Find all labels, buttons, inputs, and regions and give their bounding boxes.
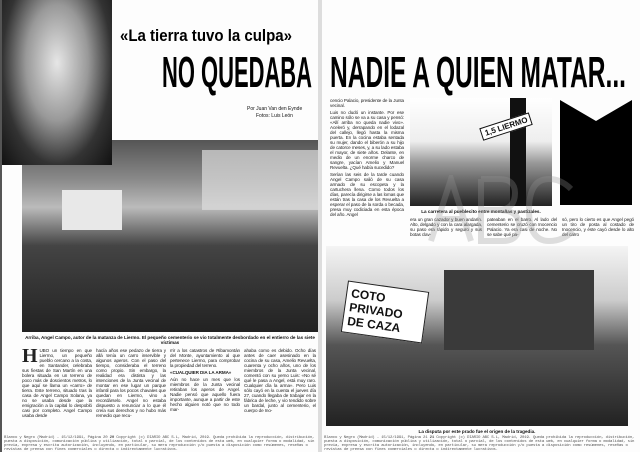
abc-watermark — [427, 175, 577, 245]
article-col-4: ahaba como es debido. Ocho días antes de caer asesinado en la cocina de su casa, Amelio Revuelta, cuarenta y ocho años, uno de los miembros de la Junta vecinal, comentó con su yerno Luis: «No sé qué le pasa a Angel, está muy raro. Cualquier día la arma». Pero Luis sólo cayó en la cuenta el jueves día 27, cuando llegaba de trabajar en la fábrica de leche, y vio tendido sobre un bardal, junto al cementerio, el cuerpo de Ino- — [244, 348, 316, 413]
right-col-1: cencio Palacio, presidente de la Junta vecinal. Luis no dudó un instante. Por ese camino sólo se va a su casa y pensó: «Allí arriba no queda nadie vivo». Aceleró y, derrapando en el lodazal del callejo, llegó hasta la misma puerta. En la cocina estaba sentada su mujer, dando el biberón a su hijo de catorce meses, y, a su lado estaba el mayor, de siete años. Delante, en medio de un enorme charco de sangre, yacían Amelio y Manuel Revuelta. ¿Qué había sucedido? Serían las seis de la tarde cuando Angel Campo salió de su casa armado de su escopeta y la cartuchera llena. Como todos los días, parecía dirigirse a las lomas que están tras la casa de los Revuelta a esperar el paso de la sorda o becada, presa muy codiciada en esta época del año. Angel — [330, 98, 404, 217]
kicker: «La tierra tuvo la culpa» — [120, 26, 292, 45]
kicker-svg — [120, 24, 295, 46]
caption-big: La disputa por este prado fue el origen de la tragedia. — [418, 429, 536, 434]
footer-left: Blanco y Negro (Madrid) - 15/12/1991, Página 20 20 Copyright (c) DIARIO ABC S.L, Madrid, 2019. Queda prohibida la reproducción, distribución, puesta a disposición, comunicación pública y utilización, total o parcial, de los contenidos de esta web, en cualquier forma o modalidad, sin previa, expresa y escrita autorización, incluyendo, en particular, su mera reproducción y/o puesta a disposición como resúmenes, reseñas o revistas de prensa con fines comerciales o directa o indirectamente lucrativos. — [4, 436, 315, 452]
caption-left: Arriba, Angel Campo, autor de la matanza de Liermo. El pequeño cementerio se vio totalmente desbordado en el entierro de las siete víctimas — [25, 335, 315, 345]
article-col-3: rrir a los catastros de Ribamontán del Monte, ayuntamiento al que pertenece Liermo, para comprobar la propiedad del terreno. «CUALQUIER DIA LA ARMA» Aún no hace un mes que los miembros de la Junta vecinal retiraban los aperos de Angel. Nadie pensó que aquello fuera importante, aunque a partir de este hecho alguien notó que no todo mar- — [170, 348, 240, 412]
headline-right: NADIE A QUIEN MATAR... — [330, 48, 626, 97]
coto-privado-sign: COTO PRIVADO DE CAZA — [341, 281, 429, 344]
sign-liermo: 1,5 LIERMO — [479, 112, 533, 141]
article-col-1: HUBO un tiempo en que Liermo, un pequeño pueblo cercano a la costa, en Santander, celebraba sus fiestas de San Martín en una bolera situada en un terreno de poco más de doscientos metros, lo que aquí se llama un «carro» de tierra. Este terreno, situado tras la casa de Angel Campo Solana, ya no se usaba desde que la emigración a la capital lo despobló casi por completo. Angel Campo usaba desde — [22, 345, 92, 418]
meadow-photo — [326, 246, 628, 426]
headline-left: NO QUEDABA — [162, 48, 312, 97]
right-page — [322, 0, 640, 452]
house — [444, 270, 594, 350]
drop-cap: H — [22, 345, 38, 367]
subhead: «CUALQUIER DIA LA ARMA» — [170, 370, 232, 375]
headline-right-svg — [330, 48, 630, 97]
portrait-photo — [2, 0, 112, 165]
article-col-2: hacía años ese pedazo de tierra y allá tenía un carro inservible y algunos aperos. Con el paso del tiempo, consideraba el terreno como propio. Sin embargo, la realidad era distinta y las intenciones de la Junta vecinal de montar en ese lugar un parque infantil para los pocos chavales que quedan en Liermo, vino a recordárselo. Angel no estaba dispuesto a renunciar a lo que él creía sus derechos y no hubo más remedio que recu- — [96, 348, 166, 418]
photo-credit: Fotos: Luis León — [256, 113, 293, 119]
headline-left-svg — [162, 48, 314, 97]
right-col-3: pateaban en el barro. Al lado del cementerio se cruzó con Inocencio Palacio. Ya era casi de noche. No se sabe qué pa- — [487, 217, 557, 237]
cemetery-photo — [22, 140, 320, 332]
footer-right: Blanco y Negro (Madrid) - 15/12/1991, Página 21 21 Copyright (c) DIARIO ABC S.L, Madrid, 2019. Queda prohibida la reproducción, distribución, puesta a disposición, comunicación pública y utilización, total o parcial, de los contenidos de esta web, en cualquier forma o modalidad, sin previa, expresa y escrita autorización, incluyendo, en particular, su mera reproducción y/o puesta a disposición como resúmenes, reseñas o revistas de prensa con fines comerciales o directa o indirectamente lucrativos. — [324, 436, 635, 452]
byline: Por Juan Van den Eynde — [247, 106, 303, 112]
right-col-2: era un gran cazador y buen andarín. Alto, delgado y con la cara alargada, su paso era rápido y seguro y sus botas clav- — [410, 217, 482, 237]
right-col-4: só, pero lo cierto es que Angel pegó un tiro de posta al costado de Inocencio, y éste cayó desde lo alto del carro — [562, 217, 634, 237]
caption-sign: La carretera al pueblecito entre montañas y pastizales. — [421, 209, 541, 214]
